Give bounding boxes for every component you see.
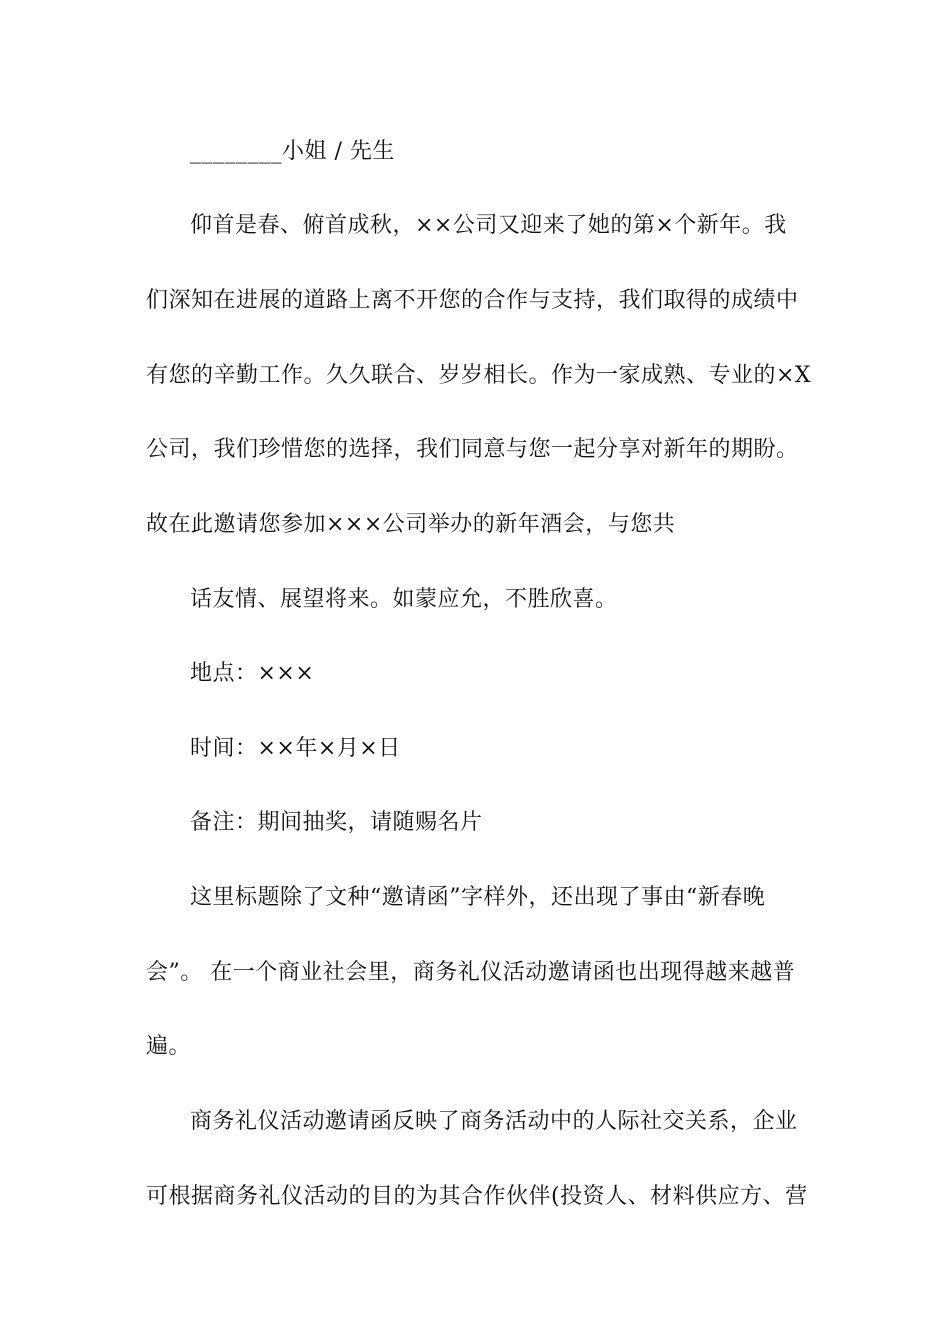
time-line: 时间：××年×月×日 [190,736,401,761]
paragraph-line: 商务礼仪活动邀请函反映了商务活动中的人际社交关系，企业 [190,1109,798,1134]
paragraph-line: 有您的辛勤工作。久久联合、岁岁相长。作为一家成熟、专业的×X [146,363,812,388]
paragraph-line: 仰首是春、俯首成秋，××公司又迎来了她的第×个新年。我 [190,213,787,238]
paragraph-line: 遍。 [146,1034,192,1059]
remark-line: 备注：期间抽奖，请随赐名片 [190,810,483,835]
paragraph-line: 会”。 在一个商业社会里，商务礼仪活动邀请函也出现得越来越普 [146,960,796,985]
paragraph-line: 公司，我们珍惜您的选择，我们同意与您一起分享对新年的期盼。 [146,437,799,462]
paragraph-line: 们深知在进展的道路上离不开您的合作与支持，我们取得的成绩中 [146,288,799,313]
paragraph-line: 可根据商务礼仪活动的目的为其合作伙伴(投资人、材料供应方、营 [146,1184,808,1209]
paragraph-line: 故在此邀请您参加×××公司举办的新年酒会，与您共 [146,512,676,537]
paragraph-line: 这里标题除了文种“邀请函”字样外，还出现了事由“新春晚 [190,885,766,910]
salutation: ________小姐 / 先生 [190,139,395,164]
paragraph-line: 话友情、展望将来。如蒙应允，不胜欣喜。 [190,587,618,612]
location-line: 地点：××× [190,661,315,686]
